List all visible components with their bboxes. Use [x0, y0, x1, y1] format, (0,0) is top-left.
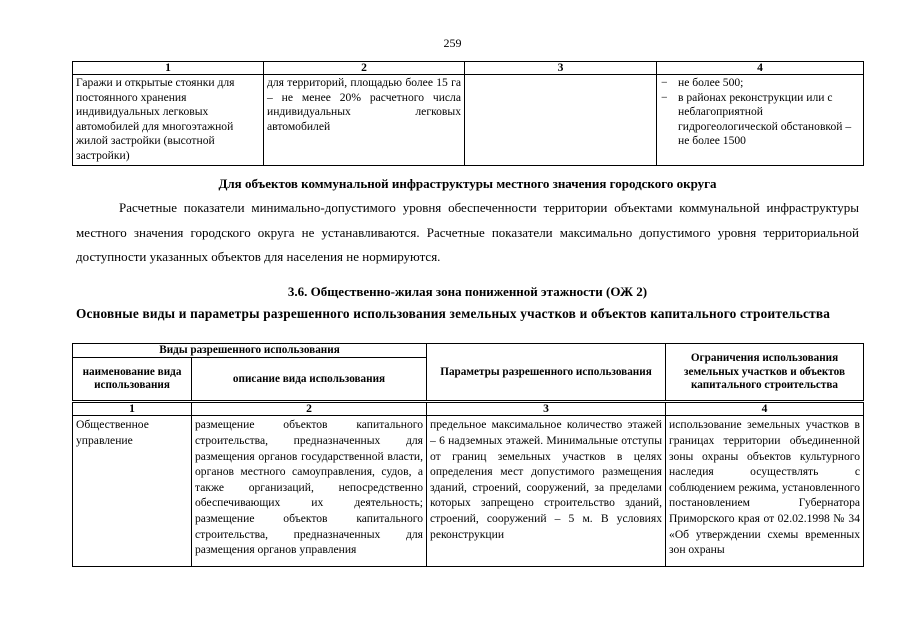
- object-type-cell: Гаражи и открытые стоянки для постоянного хранения индивидуальных легковых автомобилей для многоэтажной жилой застройки (высотной застройки): [73, 75, 264, 166]
- use-restrictions: использование земельных участков в границах территории объединенной зоны охраны объектов культурного наследия осуществлять с соблюдением режима, установленного постановлением Губернатора Приморского края от 02.02.1998 № 34 «Об утверждении схемы временных зон охраны: [669, 418, 861, 557]
- section-heading: 3.6. Общественно-жилая зона пониженной этажности (ОЖ 2): [287, 284, 648, 299]
- column-number: 1: [73, 402, 192, 416]
- header-parameters: Параметры разрешенного использования: [427, 344, 666, 402]
- column-number: 2: [264, 62, 465, 75]
- column-number-row: [73, 62, 864, 75]
- use-description-cell: [192, 416, 427, 567]
- empty-cell: [465, 75, 657, 166]
- header-restrictions: Ограничения использования земельных участков и объектов капитального строительства: [666, 344, 864, 402]
- restrictions-cell: [666, 416, 864, 567]
- header-description: описание вида использования: [192, 358, 427, 402]
- column-number: 4: [666, 402, 864, 416]
- column-number: 3: [427, 402, 666, 416]
- limit-cell: [657, 75, 864, 166]
- column-number-row: [73, 402, 864, 416]
- continuation-table: [72, 61, 864, 166]
- table-title: Основные виды и параметры разрешенного использования земельных участков и объектов капитального строительства: [76, 306, 831, 321]
- use-description: размещение объектов капитального строительства, предназначенных для размещения органов государственной власти, органов местного самоуправления, судов, а также организаций, непосредственно обеспечивающих их деятельность; размещение объектов капитального строительства, предназначенных для размещения органов управления: [195, 418, 424, 557]
- column-number: 1: [73, 62, 264, 75]
- list-item: − в районах реконструкции или с неблагоприятной гидрогеологической обстановкой – не более 1500: [660, 91, 860, 149]
- header-row: [73, 344, 864, 358]
- subheading: Для объектов коммунальной инфраструктуры местного значения городского округа: [218, 176, 717, 191]
- limit-list: [660, 76, 860, 149]
- list-item: − не более 500;: [660, 76, 860, 91]
- use-name-cell: [73, 416, 192, 567]
- parameters-cell: [427, 416, 666, 567]
- column-number: 4: [657, 62, 864, 75]
- body-paragraph: Расчетные показатели минимально-допустимого уровня обеспеченности территории объектами коммунальной инфраструктуры местного значения городского округа не устанавливаются. Расчетные показатели максимально допустимого уровня территориальной доступности указанных объектов для населения не нормируются.: [76, 200, 859, 264]
- table-row: [73, 416, 864, 567]
- column-number: 3: [465, 62, 657, 75]
- use-name: Общественное управление: [76, 418, 149, 447]
- header-group: Виды разрешенного использования: [73, 344, 427, 358]
- header-name: наименование вида использования: [73, 358, 192, 402]
- condition-cell: для территорий, площадью более 15 га – не менее 20% расчетного числа индивидуальных легковых автомобилей: [264, 75, 465, 166]
- table-row: [73, 75, 864, 166]
- page-number: 259: [443, 36, 462, 50]
- use-parameters: предельное максимальное количество этажей – 6 надземных этажей. Минимальные отступы от границ земельных участков в целях определения мест допустимого размещения зданий, строений, сооружений, за пределами которых запрещено строительство зданий, строений, сооружений – 5 м. В условиях реконструкции: [430, 418, 663, 541]
- permitted-use-table: [72, 343, 864, 567]
- column-number: 2: [192, 402, 427, 416]
